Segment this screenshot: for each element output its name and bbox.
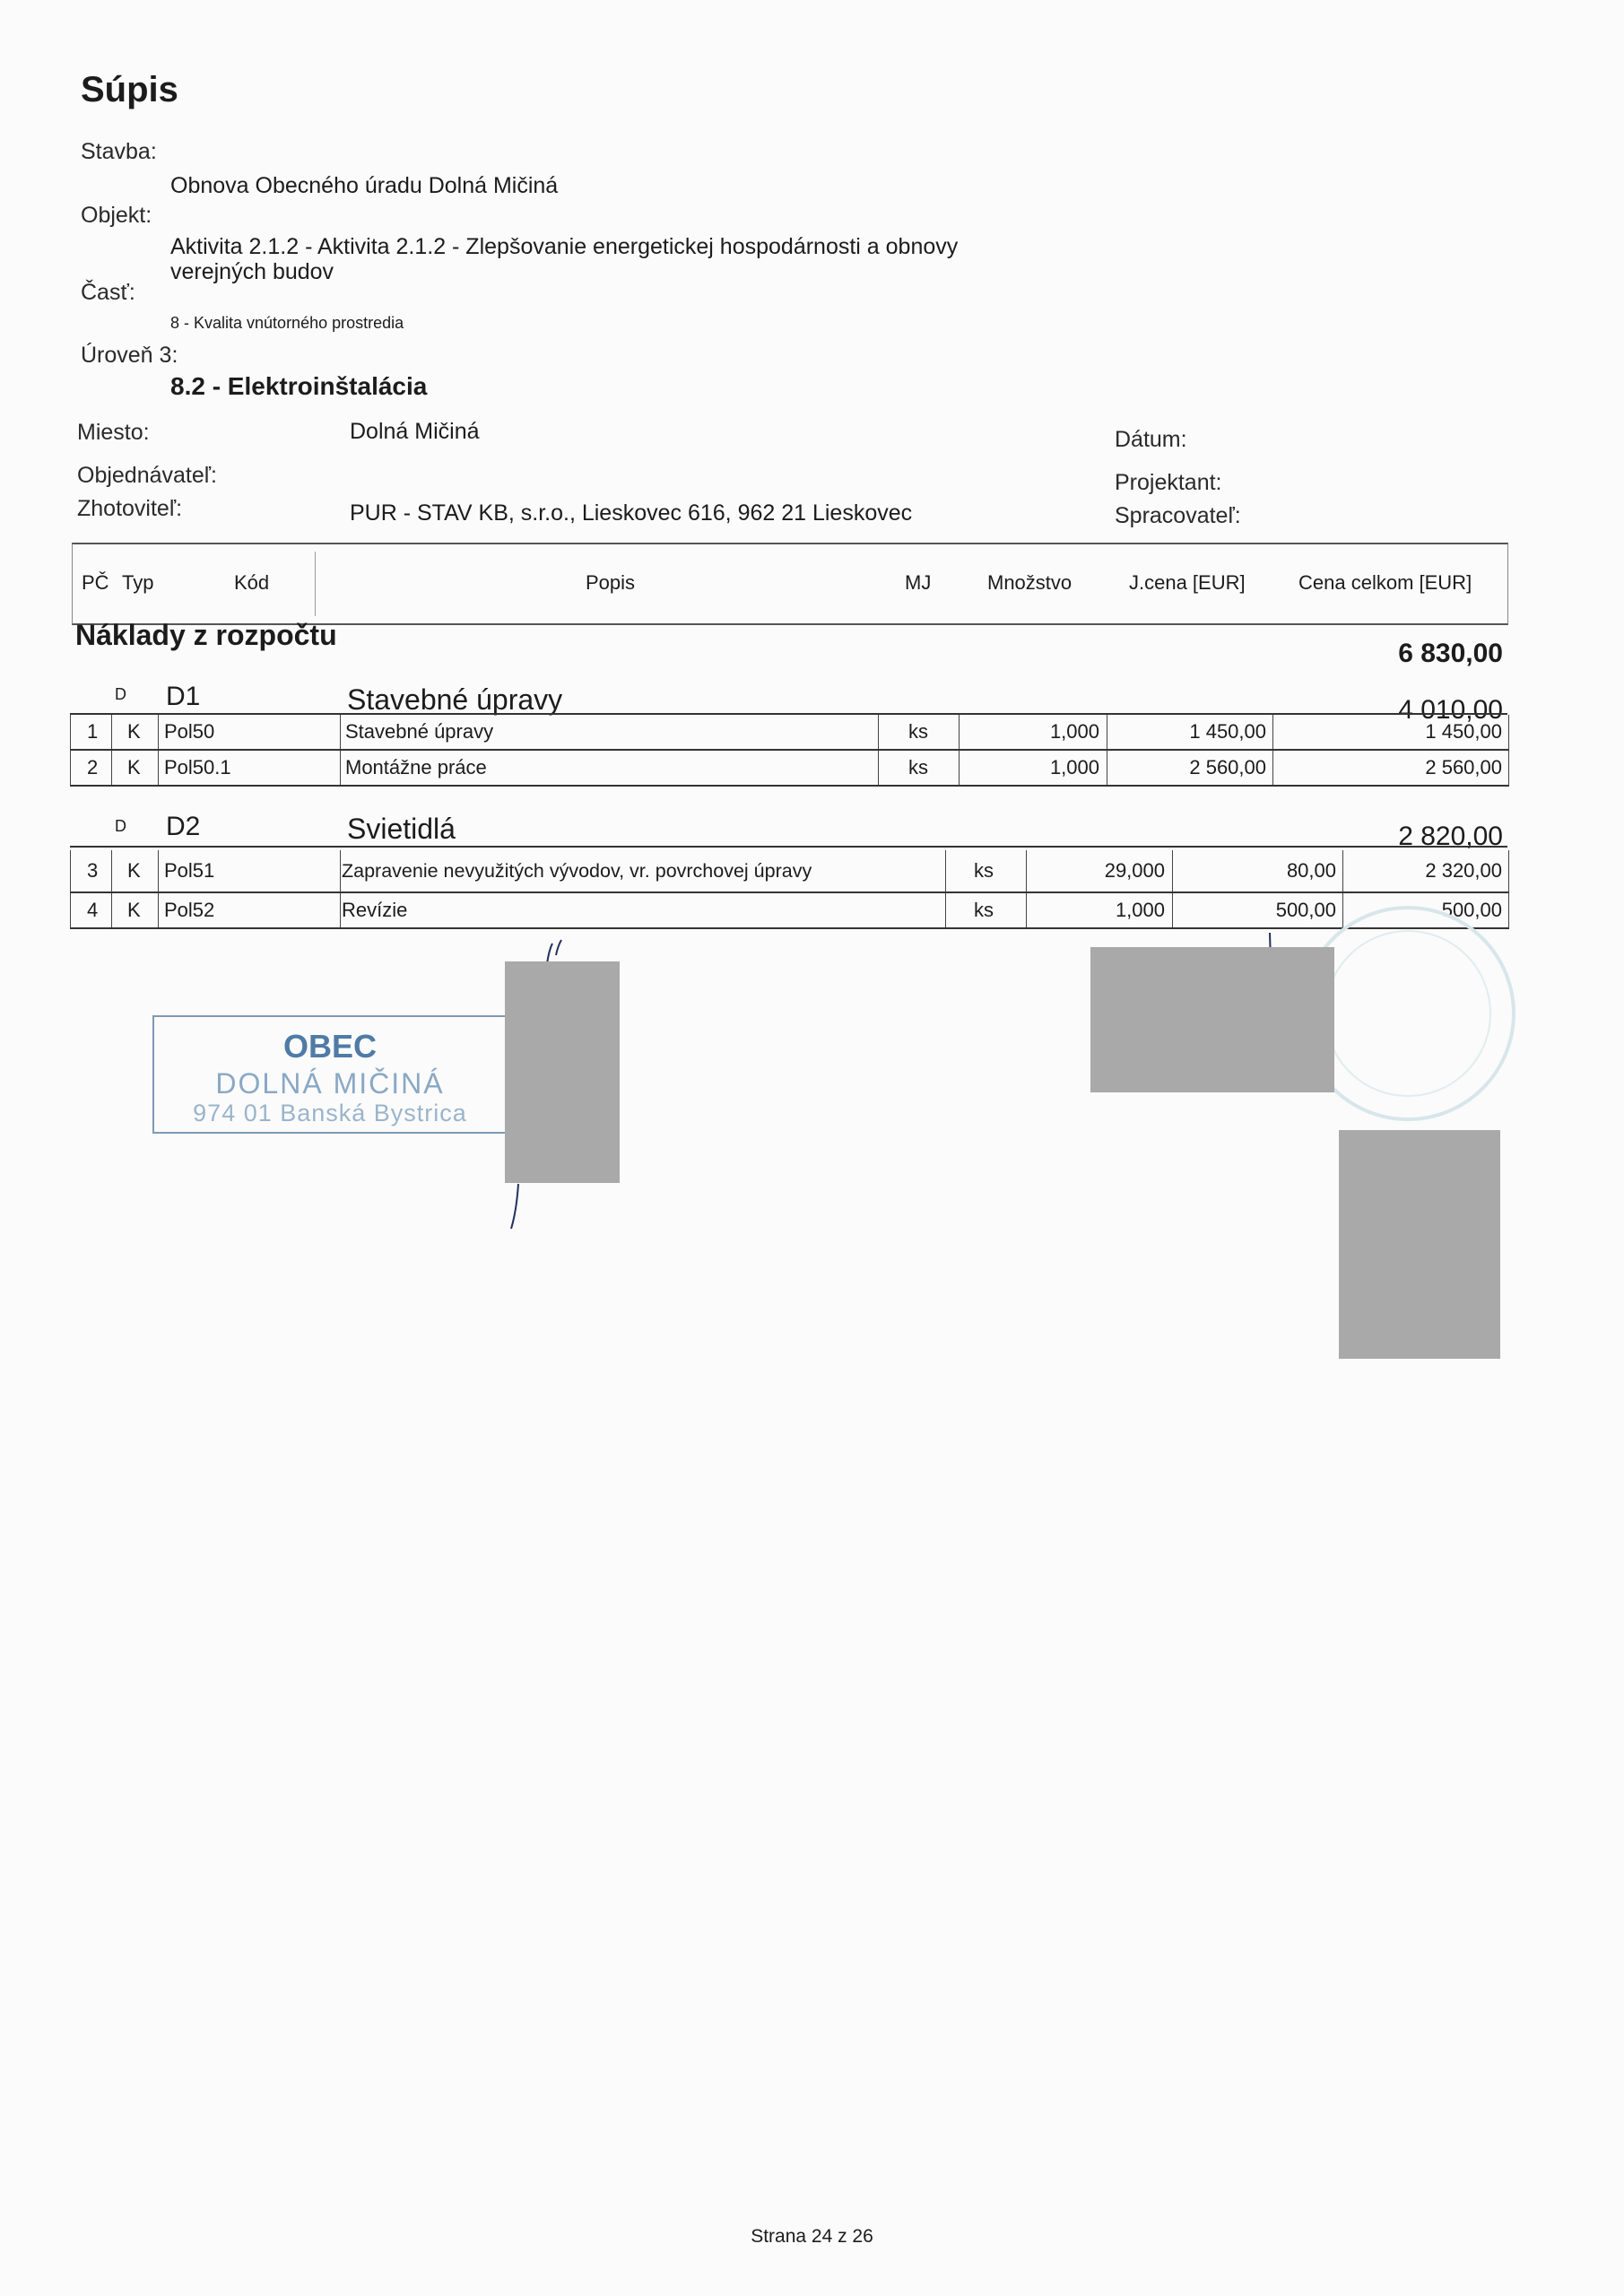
stavba-label: Stavba: [81, 139, 157, 164]
costs-label: Náklady z rozpočtu [75, 619, 337, 651]
section-d1-total: 4 010,00 [1398, 695, 1503, 725]
cell-kod: Pol50.1 [164, 756, 231, 778]
cell-mnozstvo: 1,000 [1115, 899, 1165, 921]
header-cena: Cena celkom [EUR] [1298, 571, 1472, 594]
cell-cena: 2 320,00 [1425, 859, 1502, 882]
table-row [70, 715, 1509, 751]
section-d1-code: D1 [166, 682, 201, 711]
header-mnozstvo: Množstvo [987, 571, 1073, 594]
uroven-label: Úroveň 3: [81, 343, 178, 368]
section-d2-rule [70, 846, 1507, 848]
zhotovitel-label: Zhotoviteľ: [77, 496, 183, 521]
cell-mnozstvo: 1,000 [1049, 756, 1099, 778]
page-title: Súpis [81, 70, 178, 109]
cell-popis: Montážne práce [345, 756, 487, 778]
costs-total: 6 830,00 [1398, 639, 1503, 668]
datum-label: Dátum: [1115, 427, 1187, 452]
stamp-line-2: DOLNÁ MIČINÁ [215, 1067, 445, 1100]
cell-mnozstvo: 1,000 [1049, 720, 1099, 743]
objekt-value-line2: verejných budov [170, 259, 334, 284]
header-popis: Popis [586, 571, 636, 594]
redaction-box [1090, 947, 1334, 1092]
cell-jcena: 500,00 [1275, 899, 1336, 921]
cell-mj: ks [908, 720, 928, 743]
cell-mj: ks [974, 899, 994, 921]
cell-jcena: 2 560,00 [1189, 756, 1266, 778]
stavba-value: Obnova Obecného úradu Dolná Mičiná [170, 173, 559, 198]
cell-pc: 4 [87, 899, 99, 921]
objednavatel-label: Objednávateľ: [77, 463, 218, 488]
cell-popis: Stavebné úpravy [345, 720, 494, 743]
cell-typ: K [127, 756, 141, 778]
spracovatel-label: Spracovateľ: [1115, 503, 1241, 528]
cell-jcena: 80,00 [1286, 859, 1336, 882]
redaction-box [1339, 1130, 1500, 1359]
cell-typ: K [127, 720, 141, 743]
section-d2-code: D2 [166, 812, 201, 841]
projektant-label: Projektant: [1115, 470, 1222, 495]
section-d2-marker: D [115, 817, 126, 835]
header-pc: PČ [82, 571, 109, 594]
cell-pc: 3 [87, 859, 99, 882]
section-d2-name: Svietidlá [347, 813, 456, 845]
cell-pc: 2 [87, 756, 99, 778]
cell-mj: ks [908, 756, 928, 778]
miesto-label: Miesto: [77, 420, 150, 445]
cell-pc: 1 [87, 720, 99, 743]
table-row [70, 751, 1509, 787]
zhotovitel-value: PUR - STAV KB, s.r.o., Lieskovec 616, 962 21 Lieskovec [350, 500, 913, 526]
cell-popis: Zapravenie nevyužitých vývodov, vr. povrchovej úpravy [342, 860, 812, 882]
objekt-label: Objekt: [81, 203, 152, 228]
cast-label: Časť: [81, 280, 135, 305]
miesto-value: Dolná Mičiná [350, 419, 480, 444]
cell-typ: K [127, 859, 141, 882]
cell-typ: K [127, 899, 141, 921]
cell-cena: 2 560,00 [1425, 756, 1502, 778]
section-d1-marker: D [115, 685, 126, 703]
page-number: Strana 24 z 26 [751, 2226, 873, 2247]
header-kod: Kód [234, 571, 270, 594]
redaction-box [505, 961, 620, 1183]
cell-kod: Pol51 [164, 859, 215, 882]
section-d1-name: Stavebné úpravy [347, 683, 563, 716]
cell-popis: Revízie [342, 899, 408, 921]
cell-mnozstvo: 29,000 [1104, 859, 1165, 882]
cell-mj: ks [974, 859, 994, 882]
official-stamp [152, 1015, 508, 1134]
uroven-value: 8.2 - Elektroinštalácia [170, 372, 428, 400]
stamp-line-3: 974 01 Banská Bystrica [193, 1100, 467, 1126]
header-typ: Typ [122, 571, 154, 594]
header-mj: MJ [905, 571, 932, 594]
cell-kod: Pol50 [164, 720, 215, 743]
table-header [72, 543, 1508, 625]
cast-value: 8 - Kvalita vnútorného prostredia [170, 314, 404, 332]
cell-cena: 1 450,00 [1425, 720, 1502, 743]
cell-jcena: 1 450,00 [1189, 720, 1266, 743]
table-row [70, 850, 1509, 893]
section-d2-total: 2 820,00 [1398, 822, 1503, 851]
cell-kod: Pol52 [164, 899, 215, 921]
cell-cena: 500,00 [1441, 899, 1502, 921]
stamp-line-1: OBEC [282, 1028, 377, 1065]
objekt-value-line1: Aktivita 2.1.2 - Aktivita 2.1.2 - Zlepšovanie energetickej hospodárnosti a obnovy [170, 234, 959, 259]
header-jcena: J.cena [EUR] [1129, 571, 1246, 594]
